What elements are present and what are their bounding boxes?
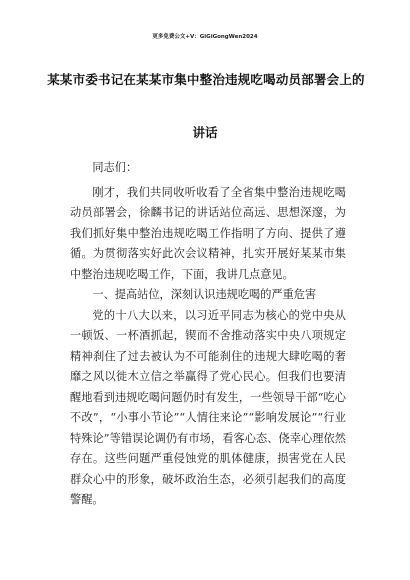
paragraph-opening: 刚才，我们共同收听收看了全省集中整治违规吃喝动员部署会，徐麟书记的讲话站位高远、思想深邃，为我们抓好集中整治违规吃喝工作指明了方向、提供了遵循。为贯彻落实好此次会议精神，扎实开展好某某市集中整治违规吃喝工作，下面，我讲几点意见。 [70,185,346,281]
salutation: 同志们： [92,161,138,174]
section-heading: 一、提高站位，深刻认识违规吃喝的严重危害 [92,288,317,301]
document-title-continued: 讲话 [192,125,218,140]
document-title: 某某市委书记在某某市集中整治违规吃喝动员部署会上的 [47,72,365,87]
paragraph-body: 党的十八大以来，以习近平同志为核心的党中央从一顿饭、一杯酒抓起，锲而不舍推动落实中央八项规定精神刹住了过去被认为不可能刹住的违规大肆吃喝的奢靡之风以徙木立信之举赢得了党心民心。但我们也要清醒地看到违规吃喝问题仍时有发生，一些领导干部“吃心不改”，“小事小节论”“人情往来论”“影响发展论”“行业特殊论”等错误论调仍有市场，看客心态、侥幸心理依然存在。这些问题严重侵蚀党的肌体健康，损害党在人民群众心中的形象，破坏政治生态，必须引起我们的高度警醒。 [70,308,346,506]
header-note: 更多免费公文+V：GiGiGongWen2024 [152,34,258,40]
document-body [70,158,346,511]
